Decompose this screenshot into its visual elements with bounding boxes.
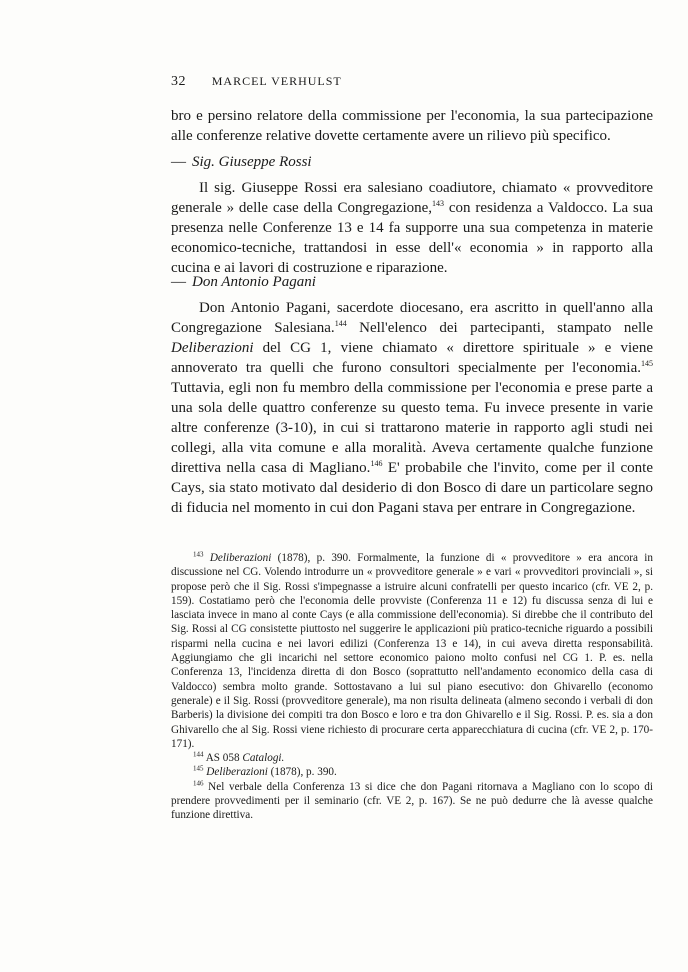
- footnote-text: (1878), p. 390. Formalmente, la funzione di « provveditore » era ancora in discussione nel CG. Volendo introdurre un « provveditore generale » e vari « provveditori provinciali », si propose però che il Sig. Rossi s'impegnasse a istruire alcuni confratelli per questo incarico (cfr. VE 2, p. 159). Costatiamo però che l'economia delle provviste (Conferenza 11 e 12) fu discussa senza di lui e lasciata invece in mano al conte Cays (e alla commissione dell'economia). Si direbbe che il contributo del Sig. Rossi al CG consistette piuttosto nel suggerire le applicazioni più pratico-tecniche riguardo a possibili risparmi nella cucina e nei lavori edilizi (Conferenza 13 e 14), in cui aveva diretta responsabilità. Aggiungiamo che gli incarichi nel settore economico paiono molto confusi nel CG 1. P. es. nella Conferenza 13, l'incidenza diretta di don Bosco (soprattutto nell'andamento economico della casa di Valdocco) sembra molto grande. Sottostavano a lui sul piano esecutivo: don Ghivarello (economo generale) e il Sig. Rossi (provveditore generale), ma non risulta delineata (almeno secondo i verbali di don Barberis) la divisione dei compiti tra don Bosco e loro e tra don Ghivarello e il Sig. Rossi. P. es. sia a don Ghivarello che al Sig. Rossi viene richiesto di procurare certa apparecchiatura di cucina (cfr. VE 2, p. 170-171).: [171, 552, 653, 750]
- footnote-number: 145: [193, 764, 204, 773]
- paragraph-text: Nell'elenco dei partecipanti, stampato nelle: [346, 320, 653, 336]
- intro-paragraph: bro e persino relatore della commissione per l'economia, la sua partecipazione alle conferenze relative dovette certamente avere un rilievo più specifico.: [171, 108, 653, 144]
- running-header: [171, 73, 342, 90]
- heading-dash: —: [171, 274, 186, 290]
- footnote-ref-145: 145: [641, 359, 653, 368]
- paragraph-pagani: [171, 298, 653, 518]
- footnote-146: [171, 780, 653, 823]
- footnote-144: [171, 751, 653, 765]
- paragraph-text: del CG 1, viene chiamato « direttore spirituale » e viene annoverato tra quelli che furono consultori specialmente per l'economia.: [171, 340, 653, 376]
- paragraph-text: Il sig. Giuseppe Rossi era salesiano coadiutore, chiamato « provveditore generale » delle case della Congregazione,: [171, 180, 653, 216]
- footnote-italic: Catalogi.: [242, 752, 285, 765]
- paragraph-text: con residenza a Valdocco. La sua presenza nelle Conferenze 13 e 14 fa supporre una sua competenza in materie economico-tecniche, trattandosi in esse dell'« economia » in rapporto alla cucina e ai lavori di costruzione e riparazione.: [171, 200, 653, 276]
- footnotes: [171, 551, 653, 823]
- heading-dash: —: [171, 154, 186, 170]
- footnote-ref-143: 143: [432, 199, 445, 208]
- section-heading-rossi: [171, 154, 312, 171]
- paragraph-rossi: [171, 178, 653, 278]
- section-heading-pagani: [171, 274, 316, 291]
- footnote-ref-144: 144: [334, 319, 347, 328]
- heading-title: Sig. Giuseppe Rossi: [192, 154, 312, 170]
- footnote-text: AS 058: [205, 752, 243, 765]
- page-number: 32: [171, 74, 186, 89]
- footnote-italic: Deliberazioni: [206, 766, 268, 779]
- paragraph-text: Don Antonio Pagani, sacerdote diocesano, era ascritto in quell'anno alla Congregazione Salesiana.: [171, 300, 653, 336]
- footnote-number: 146: [193, 779, 204, 788]
- heading-title: Don Antonio Pagani: [192, 274, 316, 290]
- italic-title: Deliberazioni: [171, 340, 254, 356]
- footnote-text: (1878), p. 390.: [267, 766, 337, 779]
- paragraph-text: Tuttavia, egli non fu membro della commissione per l'economia e prese parte a una sola delle quattro conferenze su questo tema. Fu invece presente in varie altre conferenze (3-10), in cui si trattarono materie in rapporto agli studi nei collegi, alla vita comune e alla moralità. Aveva certamente qualche funzione direttiva nella casa di Magliano.: [171, 380, 653, 476]
- running-head-author: MARCEL VERHULST: [211, 74, 342, 88]
- footnote-text: Nel verbale della Conferenza 13 si dice che don Pagani ritornava a Magliano con lo scopo di prendere provvedimenti per il seminario (cfr. VE 2, p. 167). Se ne può dedurre che là avesse qualche funzione direttiva.: [171, 780, 654, 822]
- footnote-number: 143: [193, 550, 204, 559]
- paragraph-text: E' probabile che l'invito, come per il conte Cays, sia stato motivato dal desiderio di don Bosco di dare un particolare segno di fiducia nel momento in cui don Pagani stava per entrare in Congregazione.: [171, 460, 653, 516]
- footnote-number: 144: [193, 750, 204, 759]
- footnote-italic: Deliberazioni: [209, 552, 272, 564]
- footnote-143: [171, 551, 653, 751]
- footnote-145: [171, 765, 653, 779]
- footnote-ref-146: 146: [370, 459, 383, 468]
